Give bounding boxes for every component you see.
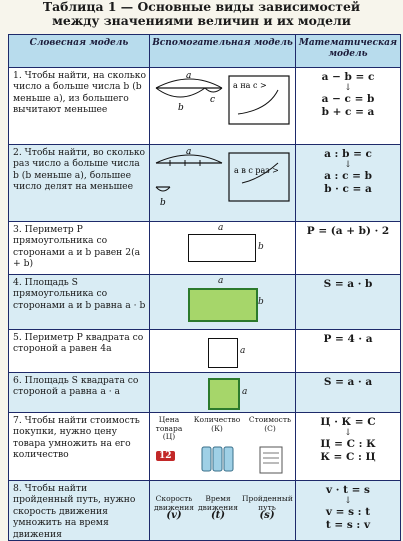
model-caption: a на c > (233, 81, 267, 90)
ratio-diagram (150, 145, 296, 221)
header-auxiliary-model: Вспомогательная модель (150, 35, 296, 68)
row-4-math: S = a · b (296, 275, 401, 330)
table-title (0, 0, 403, 28)
filled-rectangle (188, 288, 258, 322)
difference-diagram (150, 68, 296, 144)
filled-square (208, 378, 240, 410)
row-7-math: Ц · К = С ↓ Ц = С : К К = С : Ц (296, 413, 401, 481)
row-8-model (150, 481, 296, 541)
title-line-2: между значениями величин и их модели (52, 13, 351, 28)
table-row (9, 68, 401, 145)
model-label-a: a (218, 223, 224, 233)
model-label-b: b (258, 242, 264, 252)
model-label-c: c (210, 95, 216, 105)
table-row (9, 145, 401, 222)
title-line-1: Таблица 1 — Основные виды зависимостей (42, 0, 361, 14)
table-row (9, 413, 401, 481)
row-8-text: 8. Чтобы найти пройденный путь, нужно скорость движения умножить на время движения (9, 481, 150, 541)
quantity-label: Количество (К) (193, 415, 241, 433)
row-3-text: 3. Периметр P прямоугольника со сторонами a и b равен 2(a + b) (9, 222, 150, 275)
header-row (9, 35, 401, 68)
model-label-a: a (186, 147, 192, 157)
table-row (9, 222, 401, 275)
price-label: Цена товара (Ц) (155, 415, 183, 441)
dependencies-table (8, 34, 401, 541)
model-label-b: b (178, 103, 184, 113)
row-7-model (150, 413, 296, 481)
model-label-b: b (160, 198, 166, 208)
model-label-b: b (258, 297, 264, 307)
row-8-math: v · t = s ↓ v = s : t t = s : v (296, 481, 401, 541)
cost-label: Стоимость (С) (248, 415, 292, 433)
row-6-math: S = a · a (296, 373, 401, 413)
bottles-and-receipt-icon (150, 413, 296, 481)
row-4-model (150, 275, 296, 330)
row-1-model (150, 68, 296, 145)
row-5-math: P = 4 · a (296, 330, 401, 373)
price-tag: 12 (156, 451, 175, 461)
model-caption: a в c раз > (234, 166, 279, 175)
row-2-math: a : b = c ↓ a : c = b b · c = a (296, 145, 401, 222)
row-3-model (150, 222, 296, 275)
table-row (9, 330, 401, 373)
row-7-text: 7. Чтобы найти стоимость покупки, нужно цену товара умножить на его количество (9, 413, 150, 481)
table-row (9, 275, 401, 330)
model-label-a: a (242, 387, 248, 397)
row-2-text: 2. Чтобы найти, во сколько раз число a больше числа b (b меньше a), большее число делят на меньшее (9, 145, 150, 222)
row-1-math: a − b = c ↓ a − c = b b + c = a (296, 68, 401, 145)
row-3-math: P = (a + b) · 2 (296, 222, 401, 275)
header-verbal-model: Словесная модель (9, 35, 150, 68)
speed-label: Скорость движения (v) (154, 494, 194, 521)
rectangle-outline (188, 234, 256, 262)
row-6-text: 6. Площадь S квадрата со стороной a равна a · a (9, 373, 150, 413)
header-math-model: Математическая модель (296, 35, 401, 68)
table-row (9, 481, 401, 541)
model-label-a: a (240, 346, 246, 356)
model-label-a: a (186, 71, 192, 81)
square-outline (208, 338, 238, 368)
table-row (9, 373, 401, 413)
time-label: Время движения (t) (198, 494, 238, 521)
distance-label: Пройденный путь (s) (242, 494, 293, 521)
row-1-text: 1. Чтобы найти, на сколько число a больше числа b (b меньше a), из большего вычитают меньшее (9, 68, 150, 145)
row-4-text: 4. Площадь S прямоугольника со сторонами a и b равна a · b (9, 275, 150, 330)
row-2-model (150, 145, 296, 222)
row-5-text: 5. Периметр P квадрата со стороной a равен 4a (9, 330, 150, 373)
row-6-model (150, 373, 296, 413)
row-5-model (150, 330, 296, 373)
model-label-a: a (218, 276, 224, 286)
